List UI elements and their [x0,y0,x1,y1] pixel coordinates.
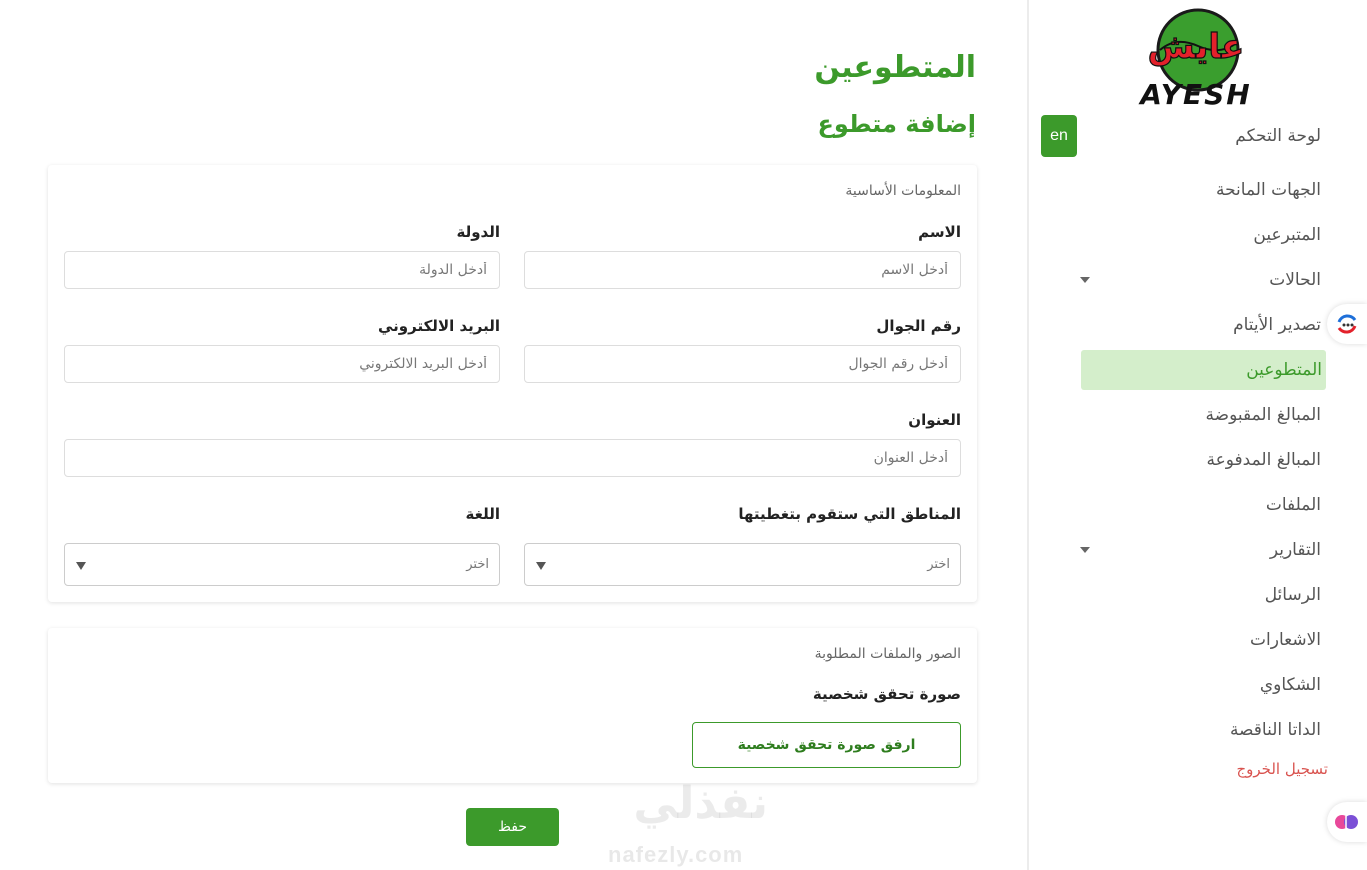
sidebar-item-messages[interactable]: الرسائل [1264,585,1321,605]
sidebar-item-missing-data[interactable]: الداتا الناقصة [1229,720,1321,740]
sidebar-item-donor-agencies[interactable]: الجهات المانحة [1215,180,1321,200]
language-select[interactable] [64,543,500,586]
email-label: البريد الالكتروني [378,317,500,335]
assistant-widget-button[interactable] [1327,802,1367,842]
name-label: الاسم [918,223,961,241]
nafezly-watermark [598,778,768,870]
language-dropdown-arrow-icon [76,562,86,570]
logo-text-ar: عايش [1147,27,1245,67]
files-section-title: الصور والملفات المطلوبة [814,646,961,662]
sidebar-item-export-orphans[interactable]: تصدير الأيتام [1233,315,1321,335]
sidebar-item-volunteers[interactable]: المتطوعين [1081,350,1326,390]
id-photo-label: صورة تحقق شخصية [812,685,961,703]
sidebar-item-dashboard[interactable]: لوحة التحكم [1235,126,1321,146]
language-select-value: اختر [466,557,489,572]
sidebar-item-donors[interactable]: المتبرعين [1253,225,1321,245]
language-toggle-button[interactable]: en [1041,115,1077,157]
brain-icon [1327,802,1367,842]
basic-info-card [48,165,977,602]
email-input[interactable] [64,345,500,383]
sidebar-item-files[interactable]: الملفات [1265,495,1321,515]
sidebar-item-notifications[interactable]: الاشعارات [1250,630,1321,650]
regions-select[interactable] [524,543,961,586]
address-label: العنوان [908,411,961,429]
phone-label: رقم الجوال [876,317,961,335]
sync-widget-button[interactable] [1327,304,1367,344]
sidebar-item-cases[interactable]: الحالات [1269,270,1321,290]
files-card [48,628,977,783]
sidebar-item-paid-amounts[interactable]: المبالغ المدفوعة [1206,450,1321,470]
cases-chevron-down-icon[interactable] [1080,277,1090,283]
name-input[interactable] [524,251,961,289]
regions-dropdown-arrow-icon [536,562,546,570]
logout-link[interactable]: تسجيل الخروج [1236,760,1328,778]
ayesh-logo[interactable] [1140,6,1252,111]
regions-select-value: اختر [927,557,950,572]
sidebar-item-reports[interactable]: التقارير [1269,540,1321,560]
watermark-en-text: nafezly.com [608,842,744,867]
sidebar-item-received-amounts[interactable]: المبالغ المقبوضة [1205,405,1321,425]
country-label: الدولة [456,223,500,241]
address-input[interactable] [64,439,961,477]
page-title: المتطوعين [814,50,976,85]
sidebar-item-complaints[interactable]: الشكاوي [1259,675,1321,695]
save-button[interactable]: حفظ [466,808,559,846]
phone-input[interactable] [524,345,961,383]
watermark-ar-text: نفذلي [633,778,768,829]
language-label: اللغة [465,505,500,523]
logo-text-en: AYESH [1140,78,1252,111]
regions-label: المناطق التي ستقوم بتغطيتها [738,505,961,523]
page-subtitle: إضافة متطوع [817,110,976,138]
country-input[interactable] [64,251,500,289]
reports-chevron-down-icon[interactable] [1080,547,1090,553]
basic-info-section-title: المعلومات الأساسية [845,183,961,199]
attach-id-photo-button[interactable]: ارفق صورة تحقق شخصية [692,722,961,768]
sync-icon [1327,304,1367,344]
